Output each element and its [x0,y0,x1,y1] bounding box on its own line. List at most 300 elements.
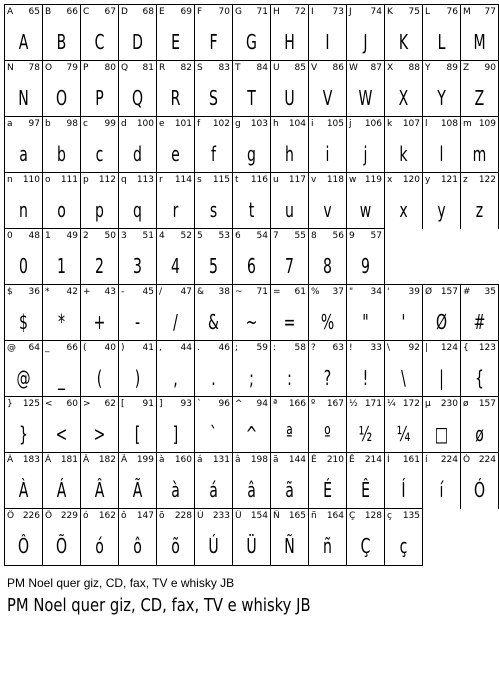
char-glyph: 4 [171,254,180,278]
char-glyph: º [324,422,331,446]
char-cell [118,508,156,566]
char-code: 94 [256,399,268,409]
char-glyph: < [55,422,68,446]
char-glyph: " [362,310,369,334]
char-cell-header [158,6,193,18]
char-glyph: Ú [208,534,219,558]
char-code: 48 [28,231,40,241]
char-cell-header [424,174,459,186]
char-cell-header [348,6,383,18]
char-code: 92 [408,343,420,353]
char-cell-header [272,398,307,410]
char-code: 79 [66,63,78,73]
char-label: 2 [83,231,89,241]
char-glyph: ½ [358,422,373,446]
char-label: A [7,7,14,17]
char-label: E [159,7,165,17]
char-cell-header [6,342,41,354]
char-cell-header [6,118,41,130]
char-cell-header [462,62,497,74]
char-code: 72 [294,7,306,17]
char-cell [384,116,422,173]
char-glyph: ` [209,422,218,446]
char-cell-header [44,6,79,18]
char-cell [422,396,460,453]
char-label: ? [311,343,316,353]
char-cell [308,284,346,341]
char-cell-header [120,286,155,298]
char-cell [346,508,384,566]
char-row [4,452,497,509]
char-code: 53 [218,231,230,241]
char-label: u [273,175,279,185]
char-code: 131 [212,455,230,465]
char-code: 109 [478,119,496,129]
char-cell [194,452,232,509]
char-code: 105 [326,119,344,129]
char-label: } [7,399,13,409]
char-code: 82 [180,63,192,73]
char-cell-header [462,398,497,410]
char-code: 106 [364,119,382,129]
char-code: 65 [28,7,40,17]
char-glyph: Ã [132,478,143,502]
char-row [4,228,497,285]
char-cell [422,116,460,173]
char-label: C [83,7,90,17]
char-label: O [45,63,53,73]
char-label: @ [7,343,16,353]
char-cell [156,228,194,285]
char-label: . [197,343,200,353]
char-glyph: b [57,142,66,166]
char-cell-header [348,510,383,522]
char-cell-header [310,398,345,410]
char-cell [80,452,118,509]
char-glyph: k [399,142,408,166]
char-cell [156,452,194,509]
char-code: 230 [440,399,458,409]
char-code: 69 [180,7,192,17]
char-label: i [311,119,314,129]
char-glyph: Í [401,478,406,502]
char-label: * [45,287,50,297]
char-cell-header [310,510,345,522]
char-glyph: t [248,198,255,222]
char-cell [346,340,384,397]
char-code: 58 [294,343,306,353]
char-code: 135 [402,511,420,521]
sample-text-large: PM Noel quer giz, CD, fax, TV e whisky JB [7,595,311,616]
char-label: R [159,63,166,73]
char-glyph: x [399,198,408,222]
char-cell [422,284,460,341]
char-cell-header [348,286,383,298]
char-code: 66 [66,7,78,17]
char-cell-header [424,454,459,466]
char-code: 118 [326,175,344,185]
char-label: / [159,287,163,297]
char-cell [4,284,42,341]
char-cell-header [272,342,307,354]
char-cell-header [44,454,79,466]
char-label: d [121,119,127,129]
char-cell-header [6,62,41,74]
char-glyph: Ñ [284,534,295,558]
char-label: À [7,455,14,465]
char-glyph: - [134,310,141,334]
char-cell-header [310,62,345,74]
char-code: 49 [66,231,78,241]
char-cell-header [234,230,269,242]
char-cell [346,396,384,453]
char-code: 154 [250,511,268,521]
char-cell [460,452,499,509]
char-label: ) [121,343,125,353]
char-glyph: V [322,86,333,110]
char-cell-header [6,454,41,466]
char-code: 76 [446,7,458,17]
char-cell-header [158,454,193,466]
char-cell [384,60,422,117]
char-cell-header [82,118,117,130]
char-glyph: í [439,478,444,502]
char-glyph: à [171,478,180,502]
char-label: U [273,63,280,73]
char-glyph: Ø [435,310,448,334]
char-glyph: , [173,366,178,390]
char-row [4,4,497,61]
char-glyph: : [287,366,292,390]
char-code: 198 [250,455,268,465]
char-glyph: ó [95,534,104,558]
char-cell-header [462,6,497,18]
char-cell [194,228,232,285]
char-label: 9 [349,231,355,241]
char-cell-header [44,230,79,242]
char-row [4,508,497,565]
char-glyph: 3 [133,254,142,278]
char-cell-header [82,286,117,298]
char-label: t [235,175,239,185]
char-cell-header [196,174,231,186]
char-label: Í [387,455,390,465]
char-cell-header [6,286,41,298]
char-cell [80,340,118,397]
char-glyph: Õ [55,534,68,558]
char-cell [80,60,118,117]
char-glyph: ø [475,422,484,446]
char-code: 34 [370,287,382,297]
char-cell-header [158,398,193,410]
char-cell [308,4,346,61]
char-code: 47 [180,287,192,297]
char-code: 112 [98,175,116,185]
char-cell-header [310,174,345,186]
char-cell-header [120,398,155,410]
char-cell-header [310,286,345,298]
char-glyph: K [398,30,409,54]
char-label: > [83,399,91,409]
char-label: F [197,7,203,17]
char-code: 102 [212,119,230,129]
char-glyph: ~ [245,310,258,334]
char-label: \ [387,343,391,353]
char-code: 128 [364,511,382,521]
char-glyph: w [359,198,372,222]
char-code: 90 [484,63,496,73]
char-cell [118,172,156,229]
char-cell [156,60,194,117]
char-cell [4,172,42,229]
char-code: 114 [174,175,192,185]
char-label: _ [45,343,50,353]
char-cell [4,228,42,285]
char-code: 161 [402,455,420,465]
char-glyph: D [132,30,143,54]
char-glyph: Q [131,86,144,110]
char-label: â [235,455,241,465]
char-glyph: # [473,310,486,334]
char-cell-header [82,230,117,242]
char-code: 165 [288,511,306,521]
char-code: 103 [250,119,268,129]
char-cell-header [44,286,79,298]
char-glyph: M [473,30,486,54]
char-cell-header [348,230,383,242]
char-code: 99 [104,119,116,129]
char-cell [346,4,384,61]
char-cell-header [196,6,231,18]
char-glyph: z [475,198,484,222]
char-cell [4,340,42,397]
char-cell-header [310,342,345,354]
char-label: ; [235,343,239,353]
char-code: 43 [104,287,116,297]
char-code: 120 [402,175,420,185]
sample-text-small: PM Noel quer giz, CD, fax, TV e whisky JB [7,576,235,590]
char-code: 172 [402,399,420,409]
char-cell-header [44,342,79,354]
char-label: e [159,119,165,129]
char-code: 85 [294,63,306,73]
char-cell-header [158,62,193,74]
char-label: ç [387,511,392,521]
char-glyph: . [211,366,216,390]
char-cell [118,116,156,173]
char-cell-header [82,174,117,186]
char-cell-header [310,230,345,242]
char-label: É [311,455,317,465]
char-label: ' [387,287,390,297]
char-label: , [159,343,162,353]
char-cell-header [120,174,155,186]
char-label: 8 [311,231,317,241]
char-cell [118,4,156,61]
char-glyph: Á [56,478,67,502]
char-glyph: U [284,86,295,110]
char-cell [156,396,194,453]
char-cell [270,116,308,173]
char-label: 7 [273,231,279,241]
char-label: J [349,7,352,17]
char-glyph: % [320,310,335,334]
char-row [4,172,497,229]
char-code: 57 [370,231,382,241]
char-cell-header [386,286,421,298]
char-cell [118,228,156,285]
char-cell-header [6,398,41,410]
char-cell [156,284,194,341]
char-cell [346,60,384,117]
char-code: 62 [104,399,116,409]
char-label: µ [425,399,431,409]
char-cell-header [234,62,269,74]
char-cell-header [348,398,383,410]
char-label: ] [159,399,163,409]
char-cell [42,116,80,173]
char-code: 97 [28,119,40,129]
char-glyph: y [437,198,446,222]
char-glyph: Y [437,86,446,110]
char-label: s [197,175,202,185]
char-label: ½ [349,399,358,409]
char-label: G [235,7,242,17]
char-cell [42,4,80,61]
char-cell [194,60,232,117]
char-cell [270,452,308,509]
char-code: 51 [142,231,154,241]
char-cell-header [310,118,345,130]
char-label: Ô [7,511,15,521]
char-glyph: 6 [247,254,256,278]
char-glyph: | [439,366,444,390]
char-cell-header [272,174,307,186]
char-cell [194,4,232,61]
char-code: 116 [250,175,268,185]
char-cell-header [120,230,155,242]
char-cell [232,508,270,566]
char-cell-header [462,174,497,186]
char-glyph: C [94,30,105,54]
char-cell [232,228,270,285]
char-cell-header [196,510,231,522]
char-code: 87 [370,63,382,73]
char-label: ó [83,511,89,521]
char-label: Z [463,63,470,73]
char-label: Ú [197,511,204,521]
char-cell-header [272,6,307,18]
char-code: 144 [288,455,306,465]
char-cell [308,508,346,566]
char-label: 3 [121,231,127,241]
char-cell-header [462,118,497,130]
char-label: ª [273,399,278,409]
char-glyph: J [363,30,368,54]
char-code: 104 [288,119,306,129]
char-code: 75 [408,7,420,17]
char-cell-header [196,230,231,242]
char-cell-header [158,286,193,298]
char-code: 224 [478,455,496,465]
char-cell-header [348,174,383,186]
char-cell-header [234,510,269,522]
char-cell-header [234,398,269,410]
char-cell [118,396,156,453]
char-label: ¼ [387,399,396,409]
char-label: ` [197,399,202,409]
char-code: 93 [180,399,192,409]
char-cell-header [462,286,497,298]
char-label: x [387,175,393,185]
char-label: V [311,63,318,73]
char-cell [308,340,346,397]
char-glyph: ¼ [396,422,411,446]
char-cell-header [386,118,421,130]
char-label: N [7,63,14,73]
char-cell-header [424,62,459,74]
char-cell [384,396,422,453]
char-label: B [45,7,52,17]
char-label: ~ [235,287,243,297]
char-cell-header [82,6,117,18]
char-cell [232,452,270,509]
char-cell-header [196,454,231,466]
char-label: I [311,7,314,17]
char-cell-header [82,510,117,522]
char-glyph: X [398,86,409,110]
char-cell-header [120,118,155,130]
char-code: 44 [180,343,192,353]
char-glyph: * [57,310,66,334]
char-code: 86 [332,63,344,73]
char-code: 45 [142,287,154,297]
char-glyph: O [55,86,68,110]
char-cell-header [158,510,193,522]
char-cell-header [272,62,307,74]
char-code: 157 [478,399,496,409]
char-cell [384,284,422,341]
char-cell [80,396,118,453]
char-cell-header [44,398,79,410]
char-glyph: â [247,478,256,502]
char-code: 42 [66,287,78,297]
char-code: 182 [98,455,116,465]
char-code: 98 [66,119,78,129]
char-cell-header [158,118,193,130]
char-cell-header [82,62,117,74]
char-glyph: u [285,198,294,222]
char-cell [42,172,80,229]
char-code: 89 [446,63,458,73]
char-label: 0 [7,231,13,241]
char-cell [4,4,42,61]
char-label: Ñ [273,511,280,521]
char-cell-header [44,118,79,130]
char-cell-header [386,174,421,186]
char-cell [232,284,270,341]
char-glyph: Â [94,478,105,502]
char-glyph: ( [96,366,103,390]
char-glyph: ã [285,478,294,502]
char-glyph: 1 [57,254,66,278]
char-cell [270,172,308,229]
char-code: 210 [326,455,344,465]
char-label: l [425,119,428,129]
char-label: Y [425,63,431,73]
char-cell-header [348,342,383,354]
char-glyph: B [56,30,67,54]
